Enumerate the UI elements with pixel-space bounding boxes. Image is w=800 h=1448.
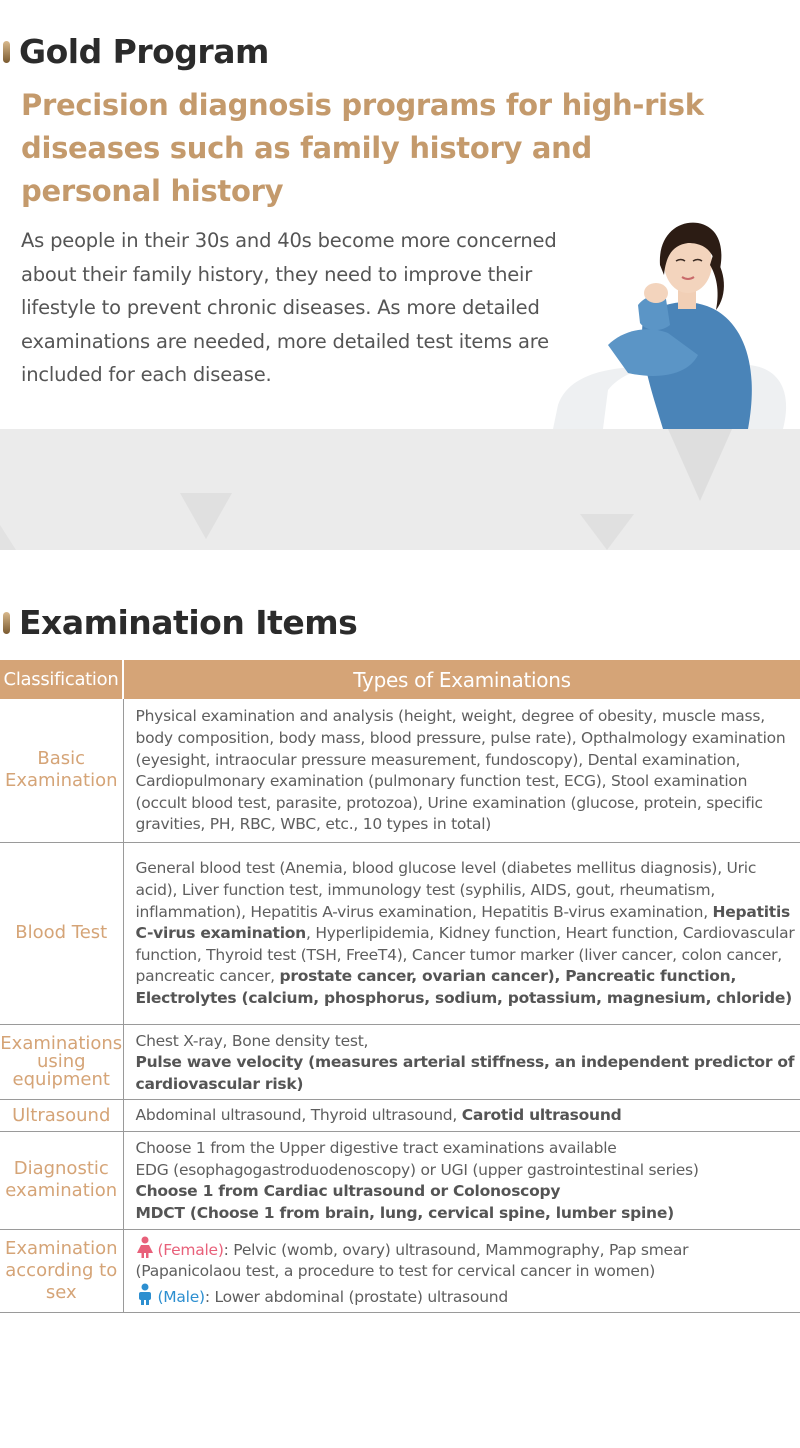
table-header-row <box>0 660 800 699</box>
page-title: Gold Program <box>19 32 269 71</box>
male-text: : Lower abdominal (prostate) ultrasound <box>204 1287 508 1306</box>
program-intro: As people in their 30s and 40s become more concerned about their family history, they need to improve their lifestyle to prevent chronic diseases. As more detailed examinations are needed, more detailed test items are included for each disease. <box>21 229 557 386</box>
heading-marker-icon <box>3 41 10 63</box>
row-label-blood-text: Blood Test <box>15 922 108 943</box>
column-header-classification: Classification <box>0 660 123 699</box>
examination-items-heading <box>0 603 357 642</box>
decorative-band <box>0 429 800 550</box>
male-person-icon <box>136 1283 154 1305</box>
table-row <box>0 842 800 1024</box>
blood-text-2: , Hyperlipidemia, Kidney function, Heart function, Cardiovascular function, Thyroid test (TSH, FreeT4), Cancer tumor marker (liver cancer, colon cancer, pancreatic cancer, <box>135 924 795 986</box>
section-title: Examination Items <box>19 603 358 642</box>
male-label: (Male) <box>157 1287 205 1306</box>
row-text-sex <box>123 1229 800 1313</box>
column-header-types: Types of Examinations <box>123 660 800 699</box>
equipment-bold-1: Pulse wave velocity (measures arterial stiffness, an independent predictor of cardiovascular risk) <box>135 1053 795 1093</box>
female-item <box>136 1236 799 1283</box>
ultrasound-text-1: Abdominal ultrasound, Thyroid ultrasound, <box>135 1105 462 1124</box>
diagnostic-line-1: Choose 1 from the Upper digestive tract examinations available <box>135 1139 617 1158</box>
diagnostic-line-3: Choose 1 from Cardiac ultrasound or Colonoscopy <box>135 1182 561 1201</box>
table-row <box>0 1132 800 1229</box>
male-item <box>136 1283 799 1309</box>
row-text-blood <box>123 842 800 1024</box>
row-label-ultrasound: Ultrasound <box>0 1100 123 1132</box>
heading-marker-icon <box>3 612 10 634</box>
row-label-sex: Examination according to sex <box>0 1229 123 1313</box>
row-text-equipment <box>123 1024 800 1100</box>
ultrasound-bold-1: Carotid ultrasound <box>461 1105 622 1124</box>
woman-photo <box>548 215 800 429</box>
row-label-blood <box>0 842 123 1024</box>
diagnostic-line-4: MDCT (Choose 1 from brain, lung, cervical spine, lumber spine) <box>135 1204 674 1223</box>
row-text-basic: Physical examination and analysis (height, weight, degree of obesity, muscle mass, body composition, body mass, blood pressure, pulse rate), Opthalmology examination (eyesight, intraocular pressure measurement, fundoscopy), Dental examination, Cardiopulmonary examination (pulmonary function test, ECG), Stool examination (occult blood test, parasite, protozoa), Urine examination (glucose, protein, specific gravities, PH, RBC, WBC, etc., 10 types in total) <box>123 699 800 842</box>
diagnostic-line-2: EDG (esophagogastroduodenoscopy) or UGI (upper gastrointestinal series) <box>135 1160 699 1179</box>
row-label-equipment: Examinations using equipment <box>0 1024 123 1100</box>
table-row <box>0 699 800 842</box>
blood-bold-2: prostate cancer, ovarian cancer), Pancreatic function, Electrolytes (calcium, phosphorus, sodium, potassium, magnesium, chloride) <box>135 967 792 1007</box>
row-text-diagnostic <box>123 1132 800 1229</box>
table-row <box>0 1024 800 1100</box>
blood-text-1: General blood test (Anemia, blood glucose level (diabetes mellitus diagnosis), Uric acid), Liver function test, immunology test (syphilis, AIDS, gout, rheumatism, inflammation), Hepatitis A-virus examination, Hepatitis B-virus examination, <box>135 859 757 921</box>
female-label: (Female) <box>157 1240 224 1259</box>
table-row <box>0 1229 800 1313</box>
gold-program-heading <box>0 32 269 71</box>
female-text: : Pelvic (womb, ovary) ultrasound, Mammography, Pap smear (Papanicolaou test, a procedure to test for cervical cancer in women) <box>135 1240 689 1281</box>
row-label-basic: Basic Examination <box>0 699 123 842</box>
female-person-icon <box>136 1236 154 1258</box>
row-text-ultrasound <box>123 1100 800 1132</box>
table-row <box>0 1100 800 1132</box>
examination-table <box>0 660 800 1313</box>
equipment-text-1: Chest X-ray, Bone density test, <box>135 1031 369 1050</box>
row-label-diagnostic: Diagnostic examination <box>0 1132 123 1229</box>
program-subtitle: Precision diagnosis programs for high-risk diseases such as family history and personal history <box>21 88 704 208</box>
blood-bold-1: Hepatitis C-virus examination <box>135 902 791 943</box>
